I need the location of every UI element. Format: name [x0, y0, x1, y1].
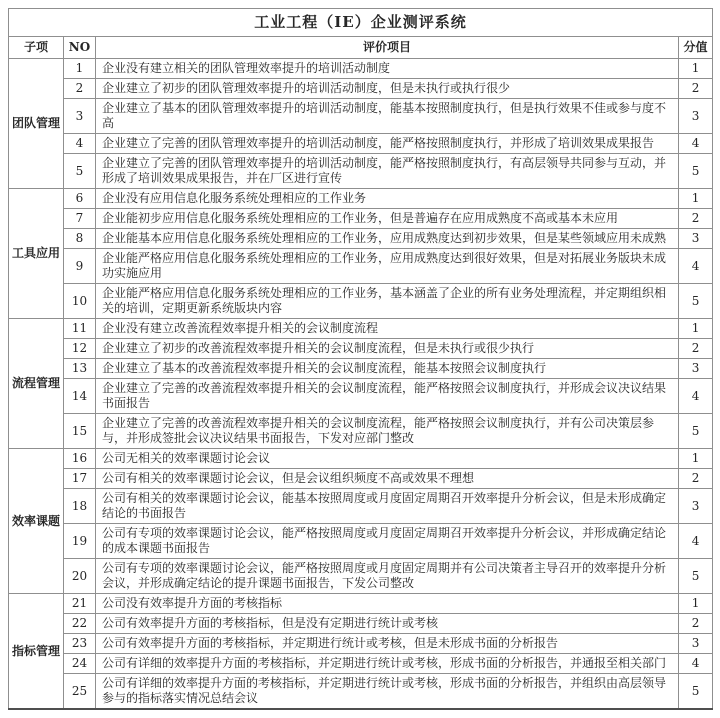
table-row [9, 654, 713, 674]
evaluation-item-cell: 企业建立了完善的团队管理效率提升的培训活动制度，能严格按照制度执行，并形成了培训效果成果报告 [96, 134, 679, 154]
evaluation-item-cell: 企业没有应用信息化服务系统处理相应的工作业务 [96, 189, 679, 209]
evaluation-item-cell: 公司有专项的效率课题讨论会议，能严格按照周度或月度固定周期召开效率提升分析会议，并形成确定结论的成本课题书面报告 [96, 524, 679, 559]
evaluation-item-cell: 公司有效率提升方面的考核指标，但是没有定期进行统计或考核 [96, 614, 679, 634]
row-number-cell: 8 [64, 229, 96, 249]
evaluation-item-cell: 企业建立了完善的改善流程效率提升相关的会议制度流程，能严格按照会议制度执行，并有公司决策层参与，并形成签批会议决议结果书面报告，下发对应部门整改 [96, 414, 679, 449]
table-row [9, 79, 713, 99]
row-number-cell: 12 [64, 339, 96, 359]
score-cell: 4 [679, 134, 713, 154]
row-number-cell: 5 [64, 154, 96, 189]
evaluation-item-cell: 公司有专项的效率课题讨论会议，能严格按照周度或月度固定周期并有公司决策者主导召开的效率提升分析会议，并形成确定结论的提升课题书面报告，下发公司整改 [96, 559, 679, 594]
row-number-cell: 23 [64, 634, 96, 654]
table-row [9, 634, 713, 654]
table-row [9, 489, 713, 524]
score-cell: 5 [679, 154, 713, 189]
score-cell: 3 [679, 489, 713, 524]
table-row [9, 319, 713, 339]
category-cell: 团队管理 [9, 59, 64, 189]
table-row [9, 359, 713, 379]
evaluation-item-cell: 公司没有效率提升方面的考核指标 [96, 594, 679, 614]
category-cell: 工具应用 [9, 189, 64, 319]
score-cell: 5 [679, 414, 713, 449]
score-cell: 4 [679, 379, 713, 414]
evaluation-item-cell: 公司有详细的效率提升方面的考核指标，并定期进行统计或考核，形成书面的分析报告，并组织由高层领导参与的指标落实情况总结会议 [96, 674, 679, 710]
evaluation-item-cell: 企业没有建立改善流程效率提升相关的会议制度流程 [96, 319, 679, 339]
score-cell: 4 [679, 524, 713, 559]
score-cell: 2 [679, 79, 713, 99]
table-row [9, 99, 713, 134]
evaluation-rows [9, 59, 713, 710]
evaluation-item-cell: 企业能严格应用信息化服务系统处理相应的工作业务，应用成熟度达到很好效果，但是对拓展业务版块未成功实施应用 [96, 249, 679, 284]
row-number-cell: 24 [64, 654, 96, 674]
table-row [9, 249, 713, 284]
evaluation-item-cell: 企业建立了完善的团队管理效率提升的培训活动制度，能严格按照制度执行，有高层领导共同参与互动，并形成了培训效果成果报告，并在厂区进行宣传 [96, 154, 679, 189]
table-row [9, 449, 713, 469]
score-cell: 2 [679, 209, 713, 229]
row-number-cell: 13 [64, 359, 96, 379]
row-number-cell: 9 [64, 249, 96, 284]
evaluation-item-cell: 企业能严格应用信息化服务系统处理相应的工作业务，基本涵盖了企业的所有业务处理流程，并定期组织相关的培训，定期更新系统版块内容 [96, 284, 679, 319]
table-row [9, 524, 713, 559]
row-number-cell: 7 [64, 209, 96, 229]
score-cell: 5 [679, 559, 713, 594]
score-cell: 1 [679, 449, 713, 469]
column-header-category: 子项 [9, 37, 64, 59]
score-cell: 1 [679, 59, 713, 79]
evaluation-item-cell: 公司无相关的效率课题讨论会议 [96, 449, 679, 469]
row-number-cell: 10 [64, 284, 96, 319]
table-row [9, 379, 713, 414]
evaluation-item-cell: 企业建立了初步的团队管理效率提升的培训活动制度，但是未执行或执行很少 [96, 79, 679, 99]
column-header-no: NO [64, 37, 96, 59]
table-row [9, 469, 713, 489]
category-cell: 指标管理 [9, 594, 64, 710]
table-row [9, 229, 713, 249]
row-number-cell: 25 [64, 674, 96, 710]
score-cell: 5 [679, 674, 713, 710]
row-number-cell: 16 [64, 449, 96, 469]
score-cell: 4 [679, 249, 713, 284]
evaluation-item-cell: 公司有相关的效率课题讨论会议，但是会议组织频度不高或效果不理想 [96, 469, 679, 489]
score-cell: 5 [679, 284, 713, 319]
row-number-cell: 4 [64, 134, 96, 154]
row-number-cell: 11 [64, 319, 96, 339]
table-row [9, 189, 713, 209]
table-row [9, 59, 713, 79]
table-row [9, 134, 713, 154]
row-number-cell: 22 [64, 614, 96, 634]
table-row [9, 674, 713, 710]
table-row [9, 209, 713, 229]
evaluation-item-cell: 企业能基本应用信息化服务系统处理相应的工作业务，应用成熟度达到初步效果，但是某些领域应用未成熟 [96, 229, 679, 249]
score-cell: 1 [679, 189, 713, 209]
row-number-cell: 6 [64, 189, 96, 209]
row-number-cell: 14 [64, 379, 96, 414]
evaluation-item-cell: 公司有相关的效率课题讨论会议，能基本按照周度或月度固定周期召开效率提升分析会议，但是未形成确定结论的书面报告 [96, 489, 679, 524]
row-number-cell: 19 [64, 524, 96, 559]
table-header-row [9, 37, 713, 59]
table-row [9, 594, 713, 614]
row-number-cell: 1 [64, 59, 96, 79]
score-cell: 3 [679, 634, 713, 654]
row-number-cell: 2 [64, 79, 96, 99]
score-cell: 2 [679, 469, 713, 489]
score-cell: 4 [679, 654, 713, 674]
category-cell: 流程管理 [9, 319, 64, 449]
column-header-item: 评价项目 [96, 37, 679, 59]
score-cell: 1 [679, 319, 713, 339]
score-cell: 2 [679, 339, 713, 359]
row-number-cell: 17 [64, 469, 96, 489]
table-row [9, 284, 713, 319]
column-header-score: 分值 [679, 37, 713, 59]
evaluation-table [8, 8, 713, 710]
score-cell: 3 [679, 229, 713, 249]
evaluation-item-cell: 企业没有建立相关的团队管理效率提升的培训活动制度 [96, 59, 679, 79]
page-title: 工业工程（IE）企业测评系统 [9, 9, 713, 37]
score-cell: 2 [679, 614, 713, 634]
row-number-cell: 18 [64, 489, 96, 524]
score-cell: 3 [679, 359, 713, 379]
table-row [9, 414, 713, 449]
evaluation-item-cell: 企业建立了基本的团队管理效率提升的培训活动制度，能基本按照制度执行，但是执行效果不佳或参与度不高 [96, 99, 679, 134]
table-row [9, 614, 713, 634]
evaluation-item-cell: 公司有详细的效率提升方面的考核指标，并定期进行统计或考核，形成书面的分析报告，并通报至相关部门 [96, 654, 679, 674]
row-number-cell: 3 [64, 99, 96, 134]
row-number-cell: 21 [64, 594, 96, 614]
evaluation-item-cell: 企业建立了基本的改善流程效率提升相关的会议制度流程，能基本按照会议制度执行 [96, 359, 679, 379]
evaluation-item-cell: 企业建立了初步的改善流程效率提升相关的会议制度流程，但是未执行或很少执行 [96, 339, 679, 359]
row-number-cell: 20 [64, 559, 96, 594]
score-cell: 3 [679, 99, 713, 134]
table-row [9, 559, 713, 594]
evaluation-item-cell: 企业能初步应用信息化服务系统处理相应的工作业务，但是普遍存在应用成熟度不高或基本未应用 [96, 209, 679, 229]
evaluation-item-cell: 企业建立了完善的改善流程效率提升相关的会议制度流程，能严格按照会议制度执行，并形成会议决议结果书面报告 [96, 379, 679, 414]
title-row [9, 9, 713, 37]
table-row [9, 339, 713, 359]
table-row [9, 154, 713, 189]
evaluation-item-cell: 公司有效率提升方面的考核指标，并定期进行统计或考核，但是未形成书面的分析报告 [96, 634, 679, 654]
score-cell: 1 [679, 594, 713, 614]
row-number-cell: 15 [64, 414, 96, 449]
category-cell: 效率课题 [9, 449, 64, 594]
